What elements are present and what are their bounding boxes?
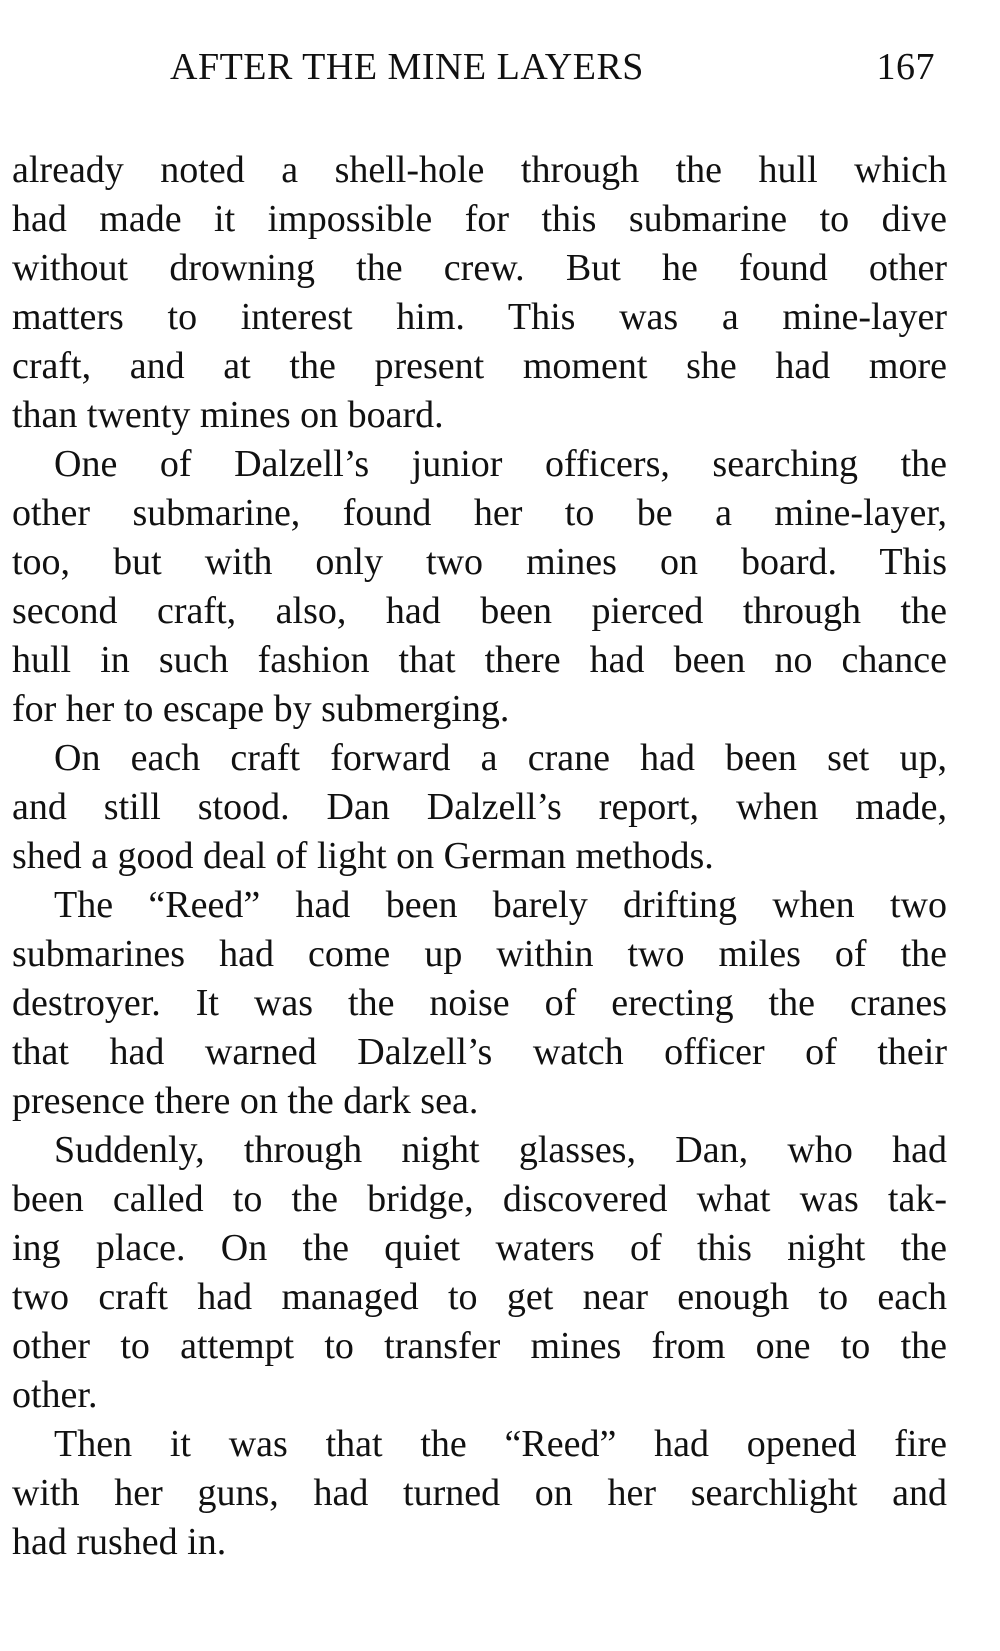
text-line: second craft, also, had been pierced through the <box>12 590 947 632</box>
text-line: had rushed in. <box>12 1521 227 1563</box>
text-line: and still stood. Dan Dalzell’s report, when made, <box>12 786 947 828</box>
body-text <box>12 146 947 1567</box>
text-line: other submarine, found her to be a mine-layer, <box>12 492 947 534</box>
text-line: other to attempt to transfer mines from one to the <box>12 1325 947 1367</box>
paragraph <box>12 881 947 1126</box>
running-title: AFTER THE MINE LAYERS <box>170 46 644 88</box>
text-line: destroyer. It was the noise of erecting the cranes <box>12 982 947 1024</box>
page-number: 167 <box>876 46 935 88</box>
text-line: two craft had managed to get near enough to each <box>12 1276 947 1318</box>
text-line: shed a good deal of light on German methods. <box>12 835 714 877</box>
paragraph <box>12 1420 947 1567</box>
text-line: Suddenly, through night glasses, Dan, who had <box>54 1129 947 1171</box>
text-line: had made it impossible for this submarine to dive <box>12 198 947 240</box>
text-line: Then it was that the “Reed” had opened fire <box>54 1423 947 1465</box>
text-line: too, but with only two mines on board. This <box>12 541 947 583</box>
text-line: already noted a shell-hole through the hull which <box>12 149 947 191</box>
paragraph <box>12 734 947 881</box>
text-line: matters to interest him. This was a mine-layer <box>12 296 947 338</box>
text-line: with her guns, had turned on her searchlight and <box>12 1472 947 1514</box>
text-line: been called to the bridge, discovered what was tak- <box>12 1178 947 1220</box>
text-line: than twenty mines on board. <box>12 394 444 436</box>
text-line: other. <box>12 1374 98 1416</box>
text-line: for her to escape by submerging. <box>12 688 510 730</box>
text-line: presence there on the dark sea. <box>12 1080 479 1122</box>
text-line: One of Dalzell’s junior officers, searching the <box>54 443 947 485</box>
text-line: On each craft forward a crane had been set up, <box>54 737 947 779</box>
text-line: that had warned Dalzell’s watch officer of their <box>12 1031 947 1073</box>
text-line: submarines had come up within two miles of the <box>12 933 947 975</box>
text-line: hull in such fashion that there had been no chance <box>12 639 947 681</box>
paragraph <box>12 1126 947 1420</box>
paragraph <box>12 146 947 440</box>
paragraph <box>12 440 947 734</box>
text-line: The “Reed” had been barely drifting when two <box>54 884 947 926</box>
running-header <box>170 42 945 92</box>
text-line: without drowning the crew. But he found other <box>12 247 947 289</box>
text-line: ing place. On the quiet waters of this night the <box>12 1227 947 1269</box>
text-line: craft, and at the present moment she had more <box>12 345 947 387</box>
